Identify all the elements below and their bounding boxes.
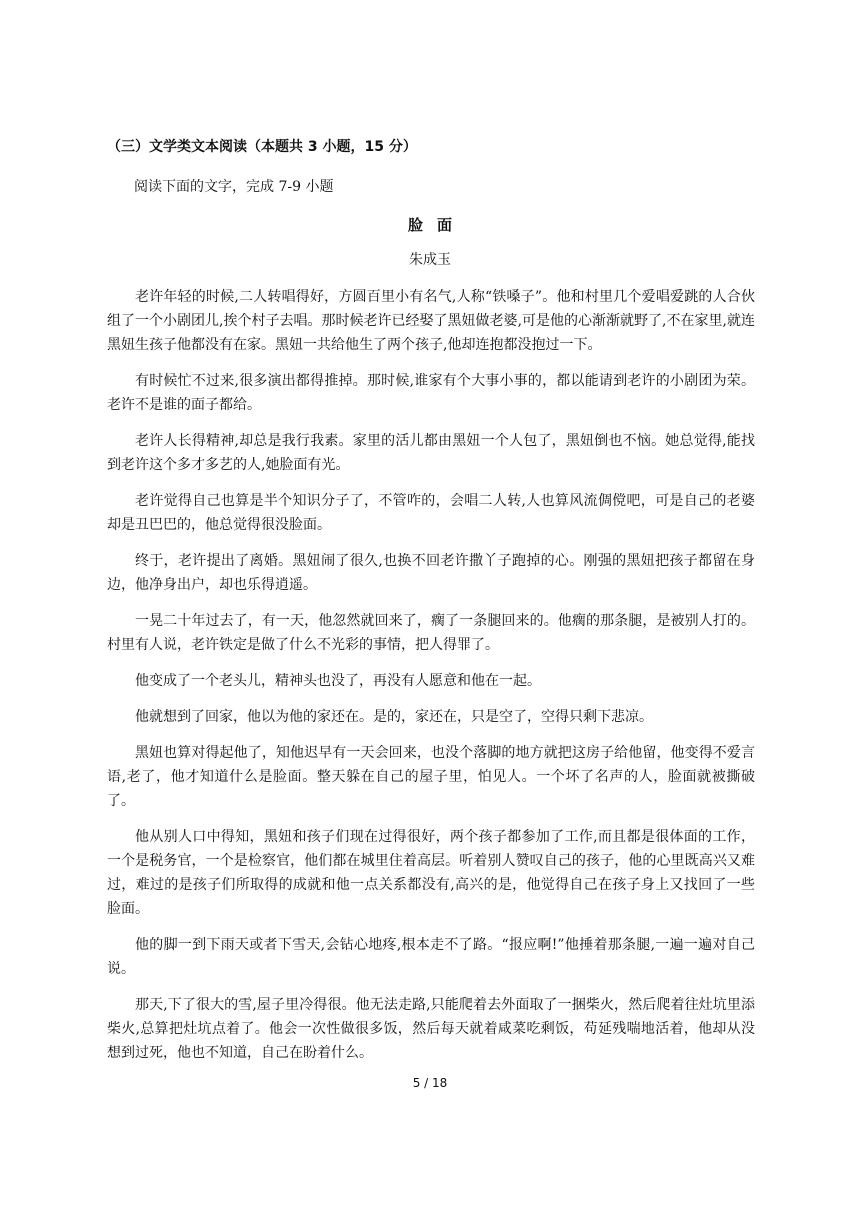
paragraph-5: 终于，老许提出了离婚。黑妞闹了很久,也换不回老许撒丫子跑掉的心。刚强的黑妞把孩子都留在身边，他净身出户，却也乐得逍遥。 — [107, 553, 755, 593]
paragraph-11: 他的脚一到下雨天或者下雪天,会钻心地疼,根本走不了路。“报应啊!”他捶着那条腿,一遍一遍对自己说。 — [107, 937, 755, 977]
paragraph-12: 那天,下了很大的雪,屋子里冷得很。他无法走路,只能爬着去外面取了一捆柴火，然后爬着往灶坑里添柴火,总算把灶坑点着了。他会一次性做很多饭，然后每天就着咸菜吃剩饭，苟延残喘地活着，他却从没想到过死，他也不知道，自己在盼着什么。 — [107, 997, 755, 1061]
article-body — [107, 285, 755, 1077]
paragraph-10: 他从别人口中得知，黑妞和孩子们现在过得很好，两个孩子都参加了工作,而且都是很体面的工作，一个是税务官，一个是检察官，他们都在城里住着高层。听着别人赞叹自己的孩子，他的心里既高兴又难过，难过的是孩子们所取得的成就和他一点关系都没有,高兴的是，他觉得自己在孩子身上又找回了一些脸面。 — [107, 829, 755, 917]
reading-instruction: 阅读下面的文字，完成 7-9 小题 — [134, 179, 334, 195]
article-author: 朱成玉 — [409, 252, 451, 268]
paragraph-9: 黑妞也算对得起他了，知他迟早有一天会回来，也没个落脚的地方就把这房子给他留，他变得不爱言语,老了，他才知道什么是脸面。整天躲在自己的屋子里，怕见人。一个坏了名声的人，脸面就被撕破了。 — [107, 745, 755, 809]
paragraph-4: 老许觉得自己也算是半个知识分子了，不管咋的，会唱二人转,人也算风流倜傥吧，可是自己的老婆却是丑巴巴的，他总觉得很没脸面。 — [107, 493, 755, 533]
paragraph-2: 有时候忙不过来,很多演出都得推掉。那时候,谁家有个大事小事的，都以能请到老许的小剧团为荣。老许不是谁的面子都给。 — [107, 373, 755, 413]
paragraph-6: 一晃二十年过去了，有一天，他忽然就回来了，瘸了一条腿回来的。他瘸的那条腿，是被别人打的。村里有人说，老许铁定是做了什么不光彩的事情，把人得罪了。 — [107, 613, 755, 653]
paragraph-1: 老许年轻的时候,二人转唱得好，方圆百里小有名气,人称“铁嗓子”。他和村里几个爱唱爱跳的人合伙组了一个小剧团儿,挨个村子去唱。那时候老许已经娶了黑妞做老婆,可是他的心渐渐就野了,不在家里,就连黑妞生孩子他都没有在家。黑妞一共给他生了两个孩子,他却连抱都没抱过一下。 — [107, 289, 755, 353]
paragraph-8: 他就想到了回家，他以为他的家还在。是的，家还在，只是空了，空得只剩下悲凉。 — [135, 709, 653, 725]
article-title: 脸面 — [407, 216, 466, 234]
paragraph-3: 老许人长得精神,却总是我行我素。家里的活儿都由黑妞一个人包了，黑妞倒也不恼。她总觉得,能找到老许这个多才多艺的人,她脸面有光。 — [107, 433, 755, 473]
section-heading: （三）文学类文本阅读（本题共 3 小题，15 分） — [107, 139, 417, 155]
paragraph-7: 他变成了一个老头儿，精神头也没了，再没有人愿意和他在一起。 — [135, 673, 541, 689]
page-number: 5 / 18 — [412, 1076, 448, 1090]
